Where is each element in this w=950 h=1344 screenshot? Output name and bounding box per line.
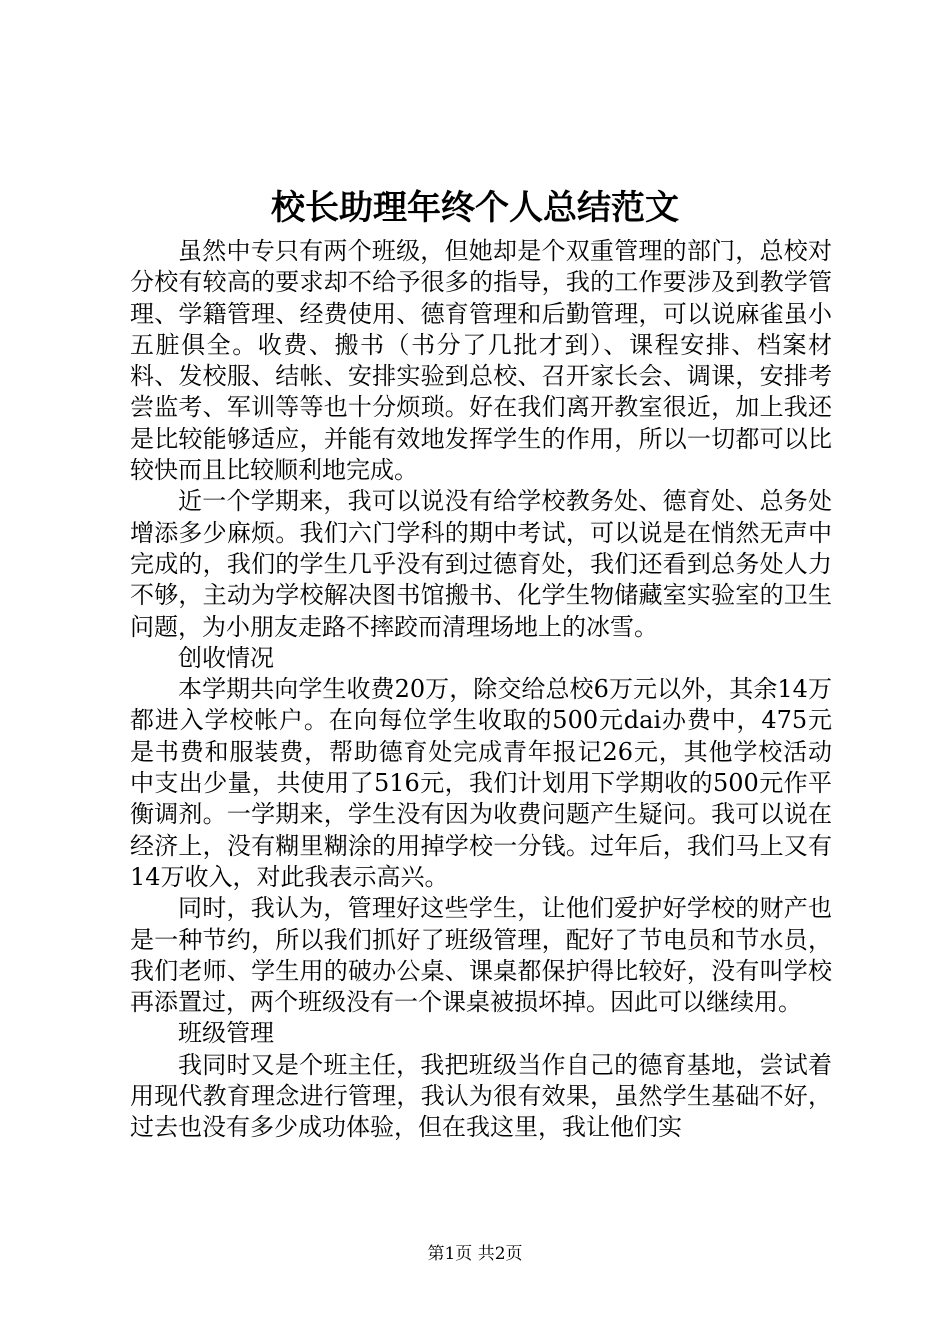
document-body <box>130 236 832 1144</box>
paragraph-class-management: 我同时又是个班主任，我把班级当作自己的德育基地，尝试着用现代教育理念进行管理，我认为很有效果，虽然学生基础不好，过去也没有多少成功体验，但在我这里，我让他们实 <box>130 1050 832 1142</box>
paragraph-saving: 同时，我认为，管理好这些学生，让他们爱护好学校的财产也是一种节约，所以我们抓好了班级管理，配好了节电员和节水员，我们老师、学生用的破办公桌、课桌都保护得比较好，没有叫学校再添置过，两个班级没有一个课桌被损坏掉。因此可以继续用。 <box>130 894 832 1017</box>
document-title: 校长助理年终个人总结范文 <box>271 188 679 228</box>
section-heading-class-management: 班级管理 <box>178 1019 274 1048</box>
paragraph-workload: 虽然中专只有两个班级，但她却是个双重管理的部门，总校对分校有较高的要求却不给予很多的指导，我的工作要涉及到教学管理、学籍管理、经费使用、德育管理和后勤管理，可以说麻雀虽小五脏俱全。收费、搬书（书分了几批才到）、课程安排、档案材料、发校服、结帐、安排实验到总校、召开家长会、调课，安排考尝监考、军训等等也十分烦琐。好在我们离开教室很近，加上我还是比较能够适应，并能有效地发挥学生的作用，所以一切都可以比较快而且比较顺利地完成。 <box>130 237 832 485</box>
section-heading-income: 创收情况 <box>178 643 274 672</box>
page-footer: 第1页 共2页 <box>427 1244 523 1264</box>
paragraph-fees: 本学期共向学生收费20万，除交给总校6万元以外，其余14万都进入学校帐户。在向每位学生收取的500元dai办费中，475元是书费和服装费，帮助德育处完成青年报记26元，其他学校活动中支出少量，共使用了516元，我们计划用下学期收的500元作平衡调剂。一学期来，学生没有因为收费问题产生疑问。我可以说在经济上，没有糊里糊涂的用掉学校一分钱。过年后，我们马上又有14万收入，对此我表示高兴。 <box>130 675 832 891</box>
paragraph-support-departments: 近一个学期来，我可以说没有给学校教务处、德育处、总务处增添多少麻烦。我们六门学科的期中考试，可以说是在悄然无声中完成的，我们的学生几乎没有到过德育处，我们还看到总务处人力不够，主动为学校解决图书馆搬书、化学生物储藏室实验室的卫生问题，为小朋友走路不摔跤而清理场地上的冰雪。 <box>130 487 832 641</box>
